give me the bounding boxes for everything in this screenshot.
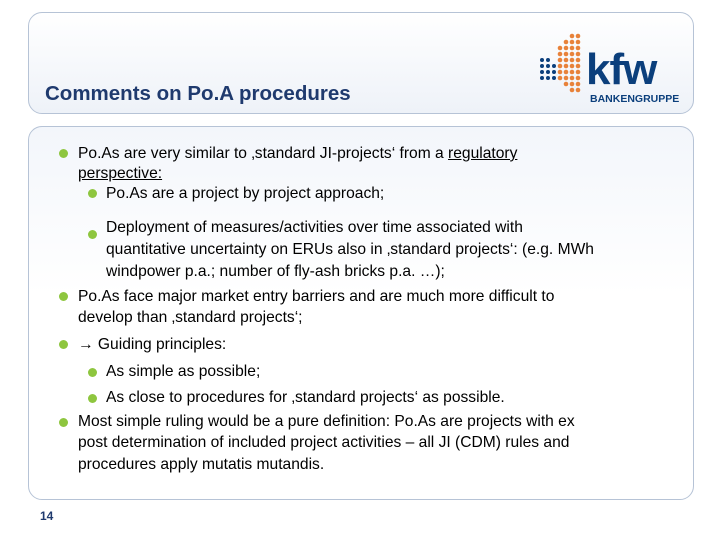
sub-list-item: Deployment of measures/activities over time associated with — [106, 219, 523, 236]
list-item-text: procedures apply mutatis mutandis. — [78, 456, 325, 473]
list-item-text: Po.As are very similar to ‚standard JI-projects‘ from a — [78, 145, 449, 162]
list-item-text: post determination of included project activities – all JI (CDM) rules and — [78, 434, 570, 451]
sub-list-item-text: windpower p.a.; number of fly-ash bricks p.a. …); — [106, 263, 445, 280]
kfw-logo — [538, 30, 680, 106]
logo-wordmark: kfw — [586, 45, 657, 94]
list-item: Most simple ruling would be a pure definition: Po.As are projects with ex — [78, 413, 575, 430]
bullet-icon — [59, 149, 68, 158]
underlined-term: regulatory — [448, 145, 518, 162]
bullet-icon — [59, 418, 68, 427]
logo-dots-icon — [540, 34, 580, 93]
bullet-icon — [88, 368, 97, 377]
sub-list-item: As close to procedures for ‚standard projects‘ as possible. — [106, 389, 505, 406]
sub-list-item: Po.As are a project by project approach; — [106, 185, 385, 202]
bullet-icon — [88, 189, 97, 198]
list-item-text: perspective: — [78, 165, 163, 182]
list-item — [78, 144, 517, 163]
page-number: 14 — [40, 509, 54, 523]
bullet-icon — [59, 340, 68, 349]
list-item-text: develop than ‚standard projects‘; — [78, 309, 303, 326]
bullet-icon — [59, 292, 68, 301]
sub-list-item: As simple as possible; — [106, 363, 261, 380]
list-item: → Guiding principles: — [78, 336, 227, 353]
page-title: Comments on Po.A procedures — [45, 82, 351, 105]
sub-list-item-text: quantitative uncertainty on ERUs also in ‚standard projects‘: (e.g. MWh — [106, 241, 594, 258]
bullet-icon — [88, 230, 97, 239]
bullet-icon — [88, 394, 97, 403]
list-item: Po.As face major market entry barriers and are much more difficult to — [78, 288, 555, 305]
logo-subtitle: BANKENGRUPPE — [590, 93, 680, 105]
